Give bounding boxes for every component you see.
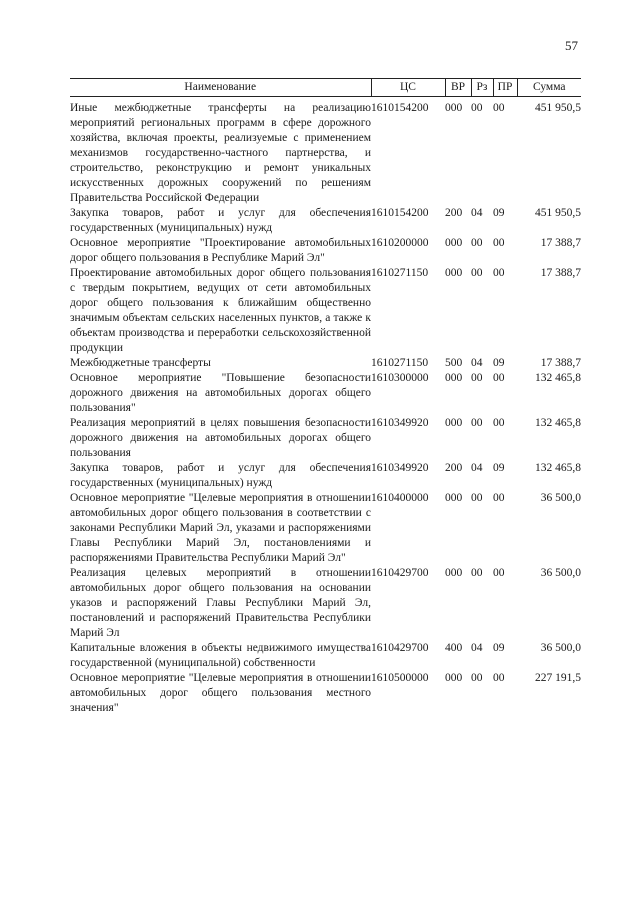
row-pr: 09 <box>493 462 505 474</box>
row-vr: 000 <box>445 567 463 579</box>
table-row <box>70 371 581 416</box>
row-pr: 00 <box>493 567 505 579</box>
row-vr: 000 <box>445 492 463 504</box>
table-row <box>70 206 581 236</box>
row-sum: 17 388,7 <box>540 237 581 249</box>
row-pr: 00 <box>493 267 505 279</box>
header-name: Наименование <box>70 79 371 97</box>
row-cs: 1610271150 <box>371 267 429 279</box>
row-rz: 04 <box>471 642 483 654</box>
row-rz: 00 <box>471 567 483 579</box>
row-name: Основное мероприятие "Целевые мероприятия в отношении автомобильных дорог общего пользования в соответствии с законами Республики Марий Эл, указами и распоряжениями Главы Республики Марий Эл, постановлениями и распоряжениями Правительства Республики Марий Эл" <box>70 492 371 564</box>
row-sum: 36 500,0 <box>540 642 581 654</box>
row-cs: 1610400000 <box>371 492 429 504</box>
row-sum: 227 191,5 <box>535 672 581 684</box>
row-pr: 09 <box>493 642 505 654</box>
table-row <box>70 416 581 461</box>
table-body <box>70 97 581 717</box>
row-pr: 09 <box>493 207 505 219</box>
row-vr: 000 <box>445 372 463 384</box>
budget-table <box>70 78 581 716</box>
row-rz: 00 <box>471 672 483 684</box>
row-vr: 200 <box>445 207 463 219</box>
row-rz: 04 <box>471 207 483 219</box>
row-sum: 17 388,7 <box>540 267 581 279</box>
row-cs: 1610349920 <box>371 462 429 474</box>
row-cs: 1610429700 <box>371 642 429 654</box>
row-name: Межбюджетные трансферты <box>70 357 211 369</box>
row-name: Проектирование автомобильных дорог общего пользования с твердым покрытием, ведущих от сети автомобильных дорог общего пользования к ближайшим общественно значимым объектам сельских населенных пунктов, а также к объектам производства и переработки сельскохозяйственной продукции <box>70 267 371 354</box>
row-pr: 00 <box>493 417 505 429</box>
row-pr: 00 <box>493 672 505 684</box>
row-cs: 1610154200 <box>371 207 429 219</box>
row-name: Основное мероприятие "Целевые мероприятия в отношении автомобильных дорог общего пользования местного значения" <box>70 672 371 714</box>
row-rz: 00 <box>471 417 483 429</box>
row-name: Реализация мероприятий в целях повышения безопасности дорожного движения на автомобильных дорогах общего пользования <box>70 417 371 459</box>
header-rz: Рз <box>471 79 493 97</box>
row-vr: 200 <box>445 462 463 474</box>
row-rz: 00 <box>471 267 483 279</box>
row-sum: 36 500,0 <box>540 567 581 579</box>
table-row <box>70 566 581 641</box>
row-rz: 04 <box>471 462 483 474</box>
row-vr: 000 <box>445 672 463 684</box>
row-name: Иные межбюджетные трансферты на реализацию мероприятий региональных программ в сфере дорожного хозяйства, включая проекты, реализуемые с применением механизмов государственно-частного партнерства, и строительство, реконструкцию и ремонт уникальных искусственных дорожных сооружений по решениям Правительства Российской Федерации <box>70 102 371 204</box>
row-sum: 451 950,5 <box>535 102 581 114</box>
header-cs: ЦС <box>371 79 445 97</box>
row-cs: 1610271150 <box>371 357 429 369</box>
table-row <box>70 461 581 491</box>
row-vr: 000 <box>445 102 463 114</box>
row-pr: 00 <box>493 372 505 384</box>
row-cs: 1610154200 <box>371 102 429 114</box>
table-row <box>70 671 581 716</box>
header-row <box>70 79 581 97</box>
row-sum: 132 465,8 <box>535 417 581 429</box>
row-vr: 500 <box>445 357 463 369</box>
row-pr: 09 <box>493 357 505 369</box>
table-header <box>70 79 581 97</box>
page-number: 57 <box>565 38 578 53</box>
row-cs: 1610429700 <box>371 567 429 579</box>
row-name: Капитальные вложения в объекты недвижимого имущества государственной (муниципальной) собственности <box>70 642 371 669</box>
row-name: Закупка товаров, работ и услуг для обеспечения государственных (муниципальных) нужд <box>70 207 371 234</box>
header-vr: ВР <box>445 79 471 97</box>
row-sum: 132 465,8 <box>535 372 581 384</box>
table-row <box>70 641 581 671</box>
header-sum: Сумма <box>517 79 581 97</box>
header-pr: ПР <box>493 79 517 97</box>
row-vr: 000 <box>445 237 463 249</box>
row-name: Закупка товаров, работ и услуг для обеспечения государственных (муниципальных) нужд <box>70 462 371 489</box>
row-sum: 17 388,7 <box>540 357 581 369</box>
row-name: Основное мероприятие "Проектирование автомобильных дорог общего пользования в Республике Марий Эл" <box>70 237 371 264</box>
row-cs: 1610200000 <box>371 237 429 249</box>
row-vr: 000 <box>445 267 463 279</box>
table-row <box>70 266 581 356</box>
row-rz: 00 <box>471 372 483 384</box>
row-rz: 00 <box>471 102 483 114</box>
row-pr: 00 <box>493 492 505 504</box>
row-vr: 000 <box>445 417 463 429</box>
table-row <box>70 356 581 371</box>
row-pr: 00 <box>493 102 505 114</box>
row-sum: 451 950,5 <box>535 207 581 219</box>
row-cs: 1610349920 <box>371 417 429 429</box>
row-rz: 04 <box>471 357 483 369</box>
row-rz: 00 <box>471 492 483 504</box>
row-cs: 1610300000 <box>371 372 429 384</box>
row-cs: 1610500000 <box>371 672 429 684</box>
table-row <box>70 491 581 566</box>
row-pr: 00 <box>493 237 505 249</box>
row-name: Основное мероприятие "Повышение безопасности дорожного движения на автомобильных дорогах общего пользования" <box>70 372 371 414</box>
row-rz: 00 <box>471 237 483 249</box>
table-row <box>70 236 581 266</box>
row-name: Реализация целевых мероприятий в отношении автомобильных дорог общего пользования на основании указов и распоряжений Главы Республики Марий Эл, постановлений и распоряжений Правительства Республики Марий Эл <box>70 567 371 639</box>
table-row <box>70 97 581 207</box>
row-sum: 36 500,0 <box>540 492 581 504</box>
row-sum: 132 465,8 <box>535 462 581 474</box>
row-vr: 400 <box>445 642 463 654</box>
